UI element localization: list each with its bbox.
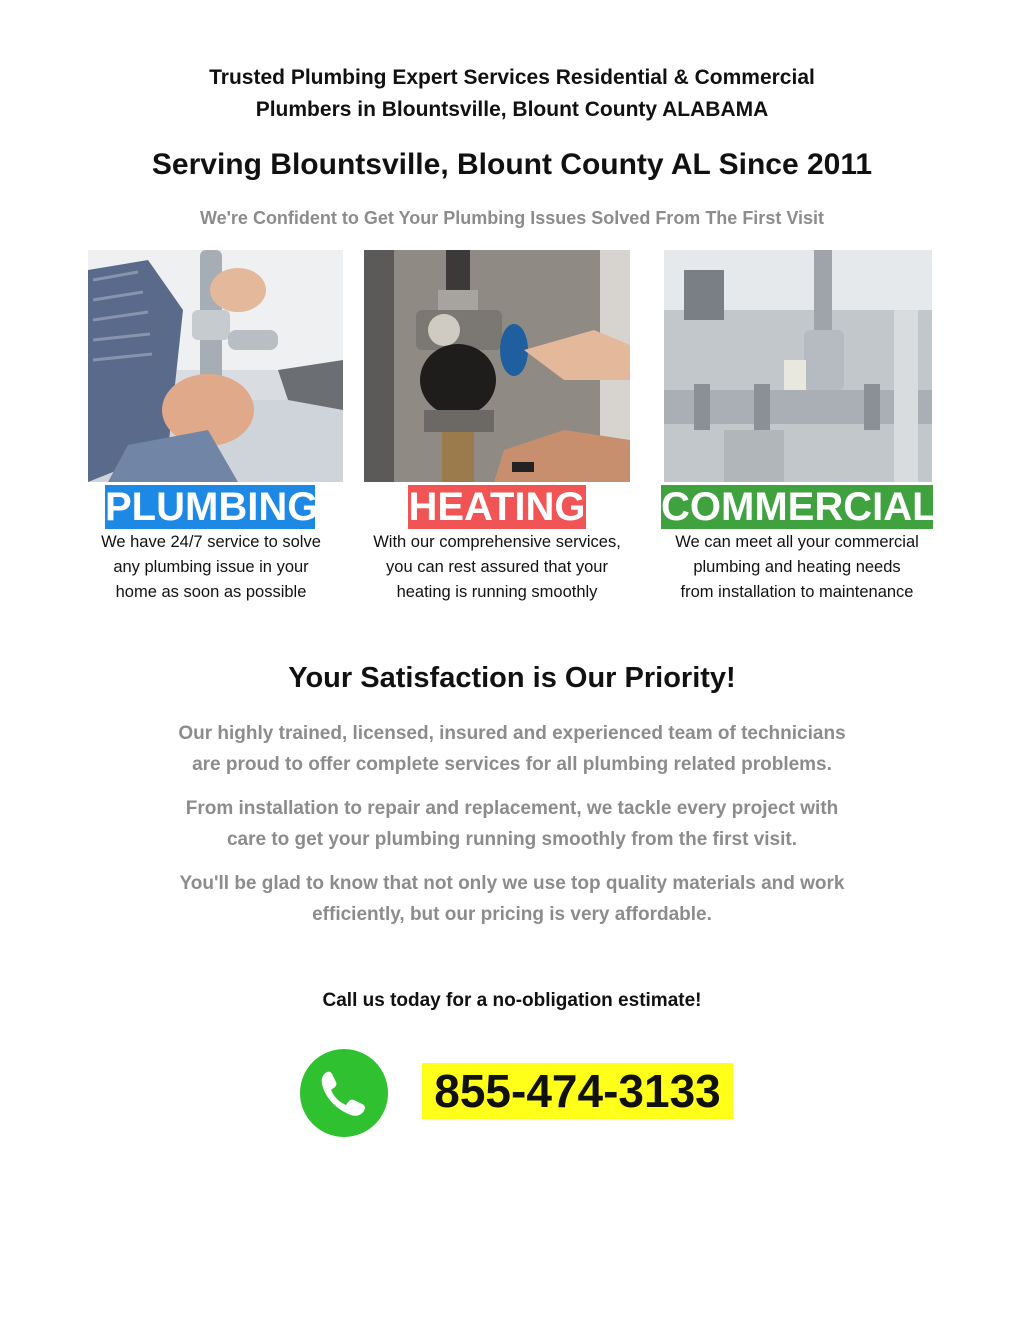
paragraph-installation-line-2: care to get your plumbing running smoothly from the first visit.	[226, 829, 798, 850]
commercial-description	[654, 530, 940, 605]
plumbing-desc-line-3: home as soon as possible	[115, 583, 307, 601]
heating-desc-line-1: With our comprehensive services,	[373, 533, 621, 551]
phone-icon[interactable]	[299, 1048, 389, 1138]
paragraph-team-line-1: Our highly trained, licensed, insured and experienced team of technicians	[178, 723, 846, 744]
paragraph-pricing-line-2: efficiently, but our pricing is very affordable.	[312, 904, 712, 925]
paragraph-team	[112, 718, 912, 780]
paragraph-pricing-line-1: You'll be glad to know that not only we use top quality materials and work	[179, 873, 845, 894]
call-to-action: Call us today for a no-obligation estimate!	[322, 990, 702, 1011]
commercial-photo	[664, 250, 932, 482]
title-line-1: Trusted Plumbing Expert Services Residential & Commercial	[209, 66, 815, 89]
plumbing-photo	[88, 250, 343, 482]
commercial-desc-line-1: We can meet all your commercial	[675, 533, 919, 551]
paragraph-team-line-2: are proud to offer complete services for all plumbing related problems.	[192, 754, 832, 775]
commercial-desc-line-2: plumbing and heating needs	[693, 558, 901, 576]
heating-label: HEATING	[408, 485, 586, 529]
heating-desc-line-3: heating is running smoothly	[396, 583, 598, 601]
heating-desc-line-2: you can rest assured that your	[386, 558, 608, 576]
paragraph-pricing	[112, 868, 912, 930]
plumbing-desc-line-1: We have 24/7 service to solve	[101, 533, 321, 551]
page-title	[0, 62, 1024, 126]
satisfaction-heading: Your Satisfaction is Our Priority!	[288, 662, 736, 694]
paragraph-installation-line-1: From installation to repair and replacement, we tackle every project with	[185, 798, 839, 819]
serving-heading: Serving Blountsville, Blount County AL Since 2011	[151, 148, 873, 181]
commercial-label: COMMERCIAL	[661, 485, 937, 529]
phone-number[interactable]: 855-474-3133	[422, 1063, 733, 1119]
heating-description	[355, 530, 639, 605]
confident-subheading: We're Confident to Get Your Plumbing Issues Solved From The First Visit	[199, 208, 825, 228]
title-line-2: Plumbers in Blountsville, Blount County ALABAMA	[255, 98, 769, 121]
paragraph-installation	[112, 793, 912, 855]
plumbing-label: PLUMBING	[105, 485, 319, 529]
commercial-desc-line-3: from installation to maintenance	[680, 583, 914, 601]
plumbing-desc-line-2: any plumbing issue in your	[113, 558, 309, 576]
plumbing-description	[80, 530, 342, 605]
heating-photo	[364, 250, 630, 482]
